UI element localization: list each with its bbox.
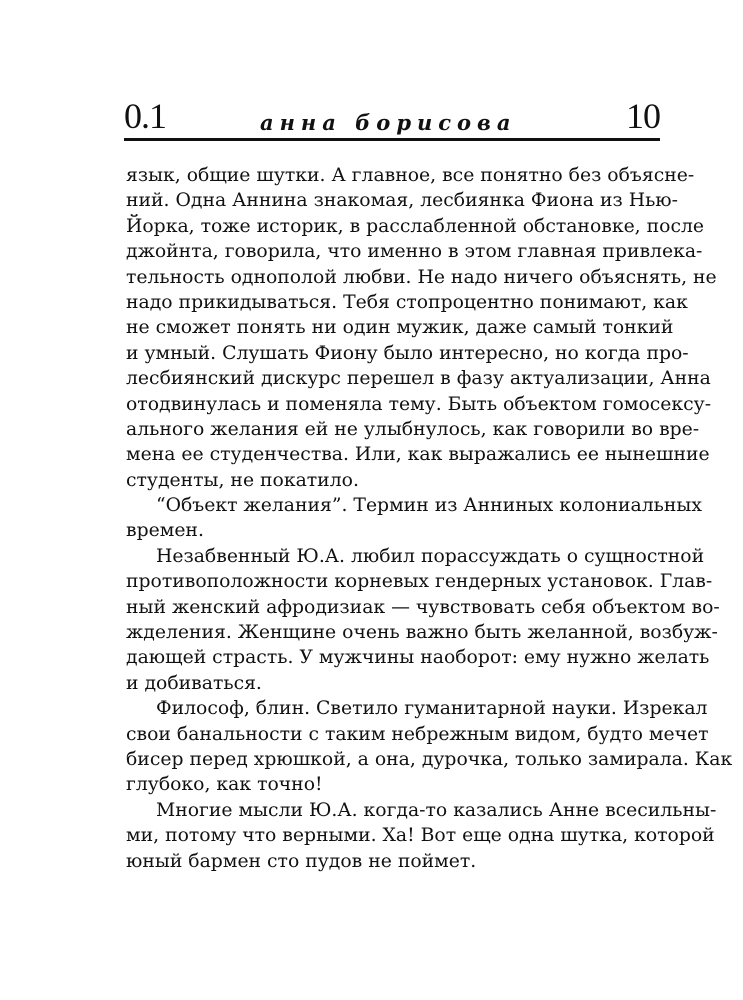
text-line: времен. [126, 520, 204, 542]
text-line: дающей страсть. У мужчины наоборот: ему нужно желать [126, 647, 710, 669]
text-line: свои банальности с таким небрежным видом, будто мечет [126, 723, 709, 745]
paragraph [126, 493, 702, 544]
text-line: отодвинулась и поменяла тему. Быть объектом гомосексу- [126, 393, 712, 415]
text-line: тельность однополой любви. Не надо ничего объяснять, не [126, 266, 717, 288]
paragraph [126, 544, 720, 696]
text-line: не сможет понять ни один мужик, даже самый тонкий [126, 317, 674, 339]
text-line: надо прикидываться. Тебя стопроцентно понимают, как [126, 291, 688, 313]
text-line: юный бармен сто пудов не поймет. [126, 850, 477, 872]
text-line: ный женский афродизиак — чувствовать себя объектом во- [126, 596, 720, 618]
author-name: анна борисова [260, 110, 517, 135]
page-number: 10 [626, 96, 660, 136]
text-line: Йорка, тоже историк, в расслабленной обстановке, после [126, 215, 705, 237]
text-line: глубоко, как точно! [126, 774, 323, 796]
text-line: лесбиянский дискурс перешел в фазу актуализации, Анна [126, 368, 711, 390]
paragraph [126, 696, 733, 798]
text-line: противоположности корневых гендерных установок. Глав- [126, 571, 713, 593]
paragraph [126, 163, 717, 493]
text-line: Многие мысли Ю.А. когда-то казались Анне всесильны- [156, 799, 717, 821]
running-header [124, 92, 660, 142]
text-line: студенты, не покатило. [126, 469, 359, 491]
header-rule [124, 138, 660, 141]
paragraph [126, 798, 717, 874]
text-line: джойнта, говорила, что именно в этом главная привлека- [126, 241, 703, 263]
text-line: жделения. Женщине очень важно быть желанной, возбуж- [126, 622, 718, 644]
text-line: “Объект желания”. Термин из Анниных колониальных [156, 495, 702, 517]
body-text [126, 163, 733, 874]
text-line: и добиваться. [126, 672, 262, 694]
text-line: Философ, блин. Светило гуманитарной науки. Изрекал [156, 698, 708, 720]
chapter-number: 0.1 [124, 96, 166, 136]
text-line: ний. Одна Аннина знакомая, лесбиянка Фиона из Нью- [126, 190, 678, 212]
text-line: Незабвенный Ю.А. любил порассуждать о сущностной [156, 545, 705, 567]
text-line: бисер перед хрюшкой, а она, дурочка, только замирала. Как [126, 748, 733, 770]
text-line: ми, потому что верными. Ха! Вот еще одна шутка, которой [126, 825, 715, 847]
text-line: и умный. Слушать Фиону было интересно, но когда про- [126, 342, 689, 364]
text-line: ального желания ей не улыбнулось, как говорили во вре- [126, 418, 700, 440]
text-line: мена ее студенчества. Или, как выражались ее нынешние [126, 444, 710, 466]
text-line: язык, общие шутки. А главное, все понятно без объясне- [126, 165, 695, 186]
